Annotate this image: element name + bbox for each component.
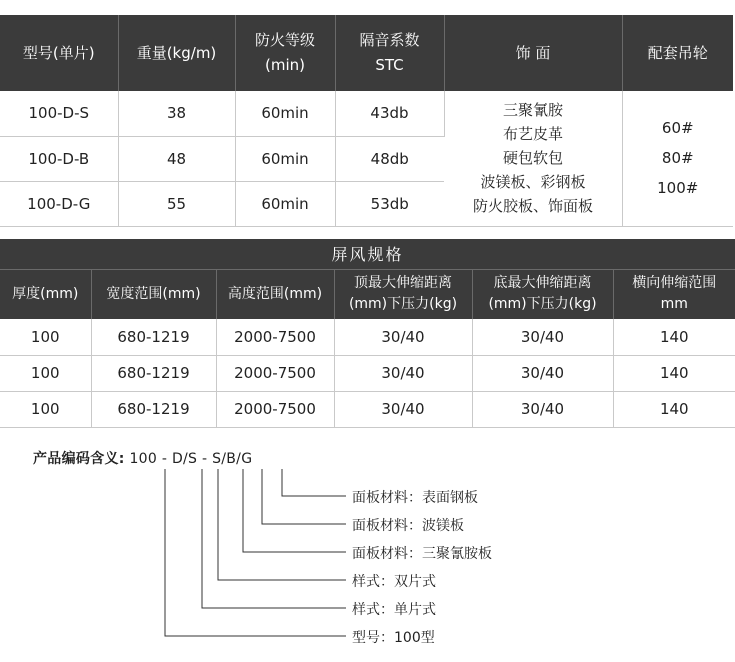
table-cell: 30/40: [472, 391, 613, 427]
table-cell: 30/40: [472, 355, 613, 391]
cell-weight: 38: [118, 91, 235, 136]
table-cell: 100: [0, 319, 91, 355]
table-cell: 2000-7500: [216, 391, 334, 427]
header-width-range: 宽度范围(mm): [91, 269, 216, 319]
table-cell: 2000-7500: [216, 355, 334, 391]
wheel-item: 60#: [661, 119, 694, 138]
product-code-label: 产品编码含义:: [33, 451, 125, 467]
table-cell: 2000-7500: [216, 319, 334, 355]
cell-fire: 60min: [235, 181, 335, 226]
connector-line: [243, 469, 346, 552]
header-finish: 饰 面: [444, 15, 622, 91]
cell-stc: 48db: [335, 136, 444, 181]
table-cell: 680-1219: [91, 355, 216, 391]
table-cell: 140: [613, 355, 735, 391]
code-meaning-item: 面板材料：表面钢板: [352, 490, 478, 506]
table-cell: 100: [0, 355, 91, 391]
table-cell: 680-1219: [91, 319, 216, 355]
code-meaning-item: 样式：双片式: [352, 574, 436, 590]
table-cell: 680-1219: [91, 391, 216, 427]
cell-stc: 53db: [335, 181, 444, 226]
product-code-value: 100 - D/S - S/B/G: [129, 451, 253, 467]
cell-weight: 55: [118, 181, 235, 226]
header-height-range: 高度范围(mm): [216, 269, 334, 319]
finish-item: 波镁板、彩钢板: [480, 173, 586, 192]
connector-line: [202, 469, 346, 608]
cell-model: 100-D-G: [0, 181, 118, 226]
cell-stc: 43db: [335, 91, 444, 136]
header-wheel: 配套吊轮: [622, 15, 733, 91]
header-top-extension: 顶最大伸缩距离 (mm)下压力(kg): [334, 269, 472, 319]
table-cell: 140: [613, 391, 735, 427]
table-cell: 30/40: [334, 319, 472, 355]
table-cell: 30/40: [472, 319, 613, 355]
screen-spec-title: 屏风规格: [0, 239, 735, 269]
header-weight: 重量(kg/m): [118, 15, 235, 91]
code-meaning-item: 面板材料：波镁板: [352, 518, 464, 534]
header-model: 型号(单片): [0, 15, 118, 91]
finish-item: 三聚氰胺: [502, 101, 563, 120]
wheel-item: 80#: [661, 149, 694, 168]
header-bottom-extension: 底最大伸缩距离 (mm)下压力(kg): [472, 269, 613, 319]
finish-item: 硬包软包: [502, 149, 563, 168]
header-lateral-range: 横向伸缩范围 mm: [613, 269, 735, 319]
cell-model: 100-D-B: [0, 136, 118, 181]
connector-line: [282, 469, 346, 496]
table-cell: 140: [613, 319, 735, 355]
finish-item: 布艺皮革: [502, 125, 563, 144]
cell-weight: 48: [118, 136, 235, 181]
wheel-item: 100#: [657, 179, 699, 198]
header-sound-stc: 隔音系数 STC: [335, 15, 444, 91]
code-meaning-item: 样式：单片式: [352, 602, 436, 618]
table-cell: 30/40: [334, 355, 472, 391]
table-cell: 30/40: [334, 391, 472, 427]
header-thickness: 厚度(mm): [0, 269, 91, 319]
code-meaning-item: 型号：100型: [352, 630, 435, 646]
finish-item: 防火胶板、饰面板: [472, 197, 593, 216]
table-cell: 100: [0, 391, 91, 427]
code-meaning-item: 面板材料：三聚氰胺板: [352, 546, 492, 562]
cell-fire: 60min: [235, 91, 335, 136]
header-fire-rating: 防火等级 (min): [235, 15, 335, 91]
cell-model: 100-D-S: [0, 91, 118, 136]
cell-fire: 60min: [235, 136, 335, 181]
